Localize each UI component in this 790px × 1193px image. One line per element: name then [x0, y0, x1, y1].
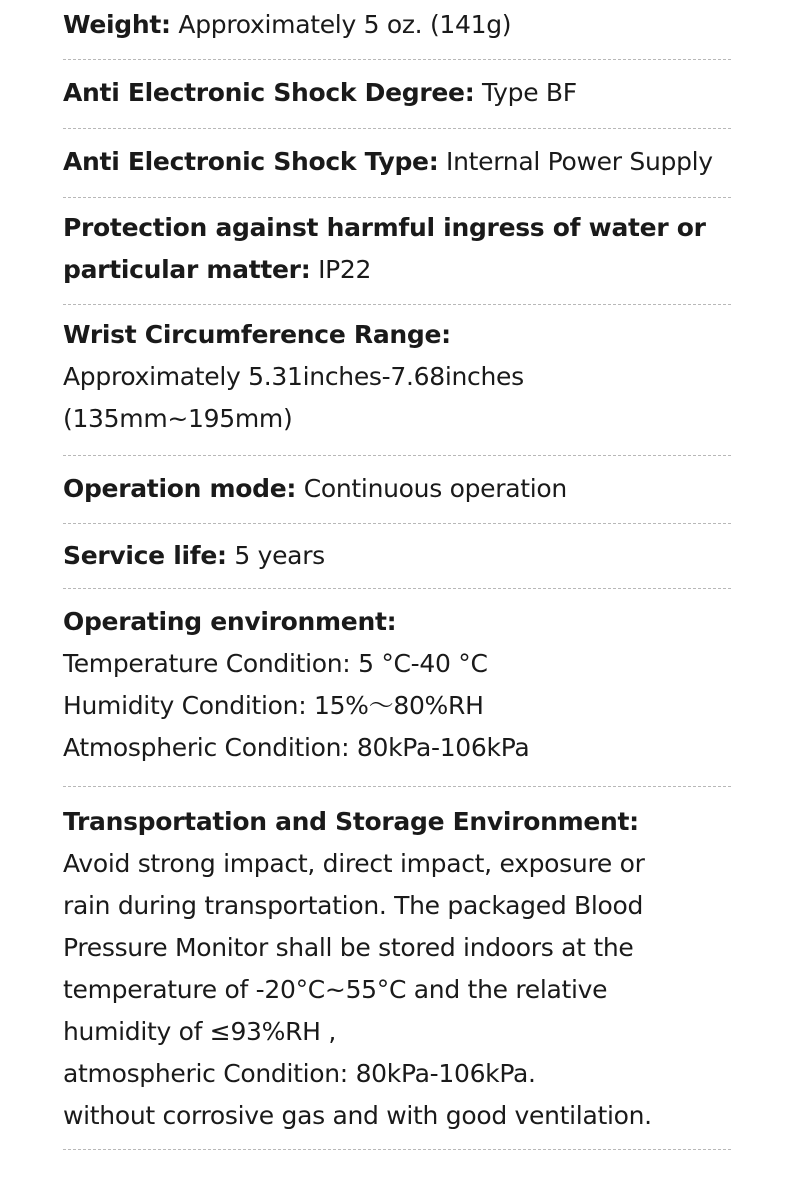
spec-line: [63, 60, 731, 114]
spec-label: Anti Electronic Shock Degree:: [63, 78, 475, 107]
spec-label: Wrist Circumference Range:: [63, 320, 451, 349]
spec-value: 5 years: [226, 541, 325, 570]
spec-label: Weight:: [63, 10, 171, 39]
spec-value-line: (135mm~195mm): [63, 404, 293, 433]
spec-line: [63, 198, 731, 249]
spec-value: Continuous operation: [296, 474, 567, 503]
spec-value: Approximately 5 oz. (141g): [170, 10, 512, 39]
spec-line: [63, 524, 731, 577]
spec-label: particular matter:: [63, 255, 311, 284]
spec-shock-degree: [63, 60, 731, 129]
spec-value-line: Humidity Condition: 15%～80%RH: [63, 691, 484, 720]
spec-value-line: humidity of ≤93%RH ,: [63, 1017, 336, 1046]
spec-label: Protection against harmful ingress of water or: [63, 213, 706, 242]
spec-ingress-protection: [63, 198, 731, 305]
spec-value-line: rain during transportation. The packaged Blood: [63, 891, 644, 920]
spec-label: Anti Electronic Shock Type:: [63, 147, 439, 176]
spec-value-line: Avoid strong impact, direct impact, exposure or: [63, 849, 645, 878]
spec-weight: [63, 0, 731, 60]
spec-shock-type: [63, 129, 731, 198]
spec-value: Internal Power Supply: [438, 147, 713, 176]
spec-service-life: [63, 524, 731, 589]
spec-value-line: Temperature Condition: 5 °C-40 °C: [63, 649, 488, 678]
spec-label: Service life:: [63, 541, 227, 570]
spec-operation-mode: [63, 456, 731, 524]
spec-line: [63, 249, 731, 291]
spec-line: [63, 0, 731, 46]
spec-label: Operation mode:: [63, 474, 297, 503]
spec-value-line: Pressure Monitor shall be stored indoors at the: [63, 933, 634, 962]
spec-wrist-range: [63, 305, 731, 456]
spec-value-line: Approximately 5.31inches-7.68inches: [63, 362, 524, 391]
spec-label: Operating environment:: [63, 607, 397, 636]
specifications-list: [63, 0, 731, 1150]
spec-line: [63, 456, 731, 510]
spec-value: Type BF: [474, 78, 577, 107]
spec-value: IP22: [310, 255, 372, 284]
spec-value-line: temperature of -20°C~55°C and the relative: [63, 975, 608, 1004]
spec-line: [63, 129, 731, 183]
spec-label: Transportation and Storage Environment:: [63, 807, 639, 836]
spec-operating-environment: [63, 589, 731, 787]
spec-transport-storage: [63, 787, 731, 1150]
spec-value-line: without corrosive gas and with good ventilation.: [63, 1101, 652, 1130]
spec-value-line: atmospheric Condition: 80kPa-106kPa.: [63, 1059, 536, 1088]
spec-value-line: Atmospheric Condition: 80kPa-106kPa: [63, 733, 530, 762]
